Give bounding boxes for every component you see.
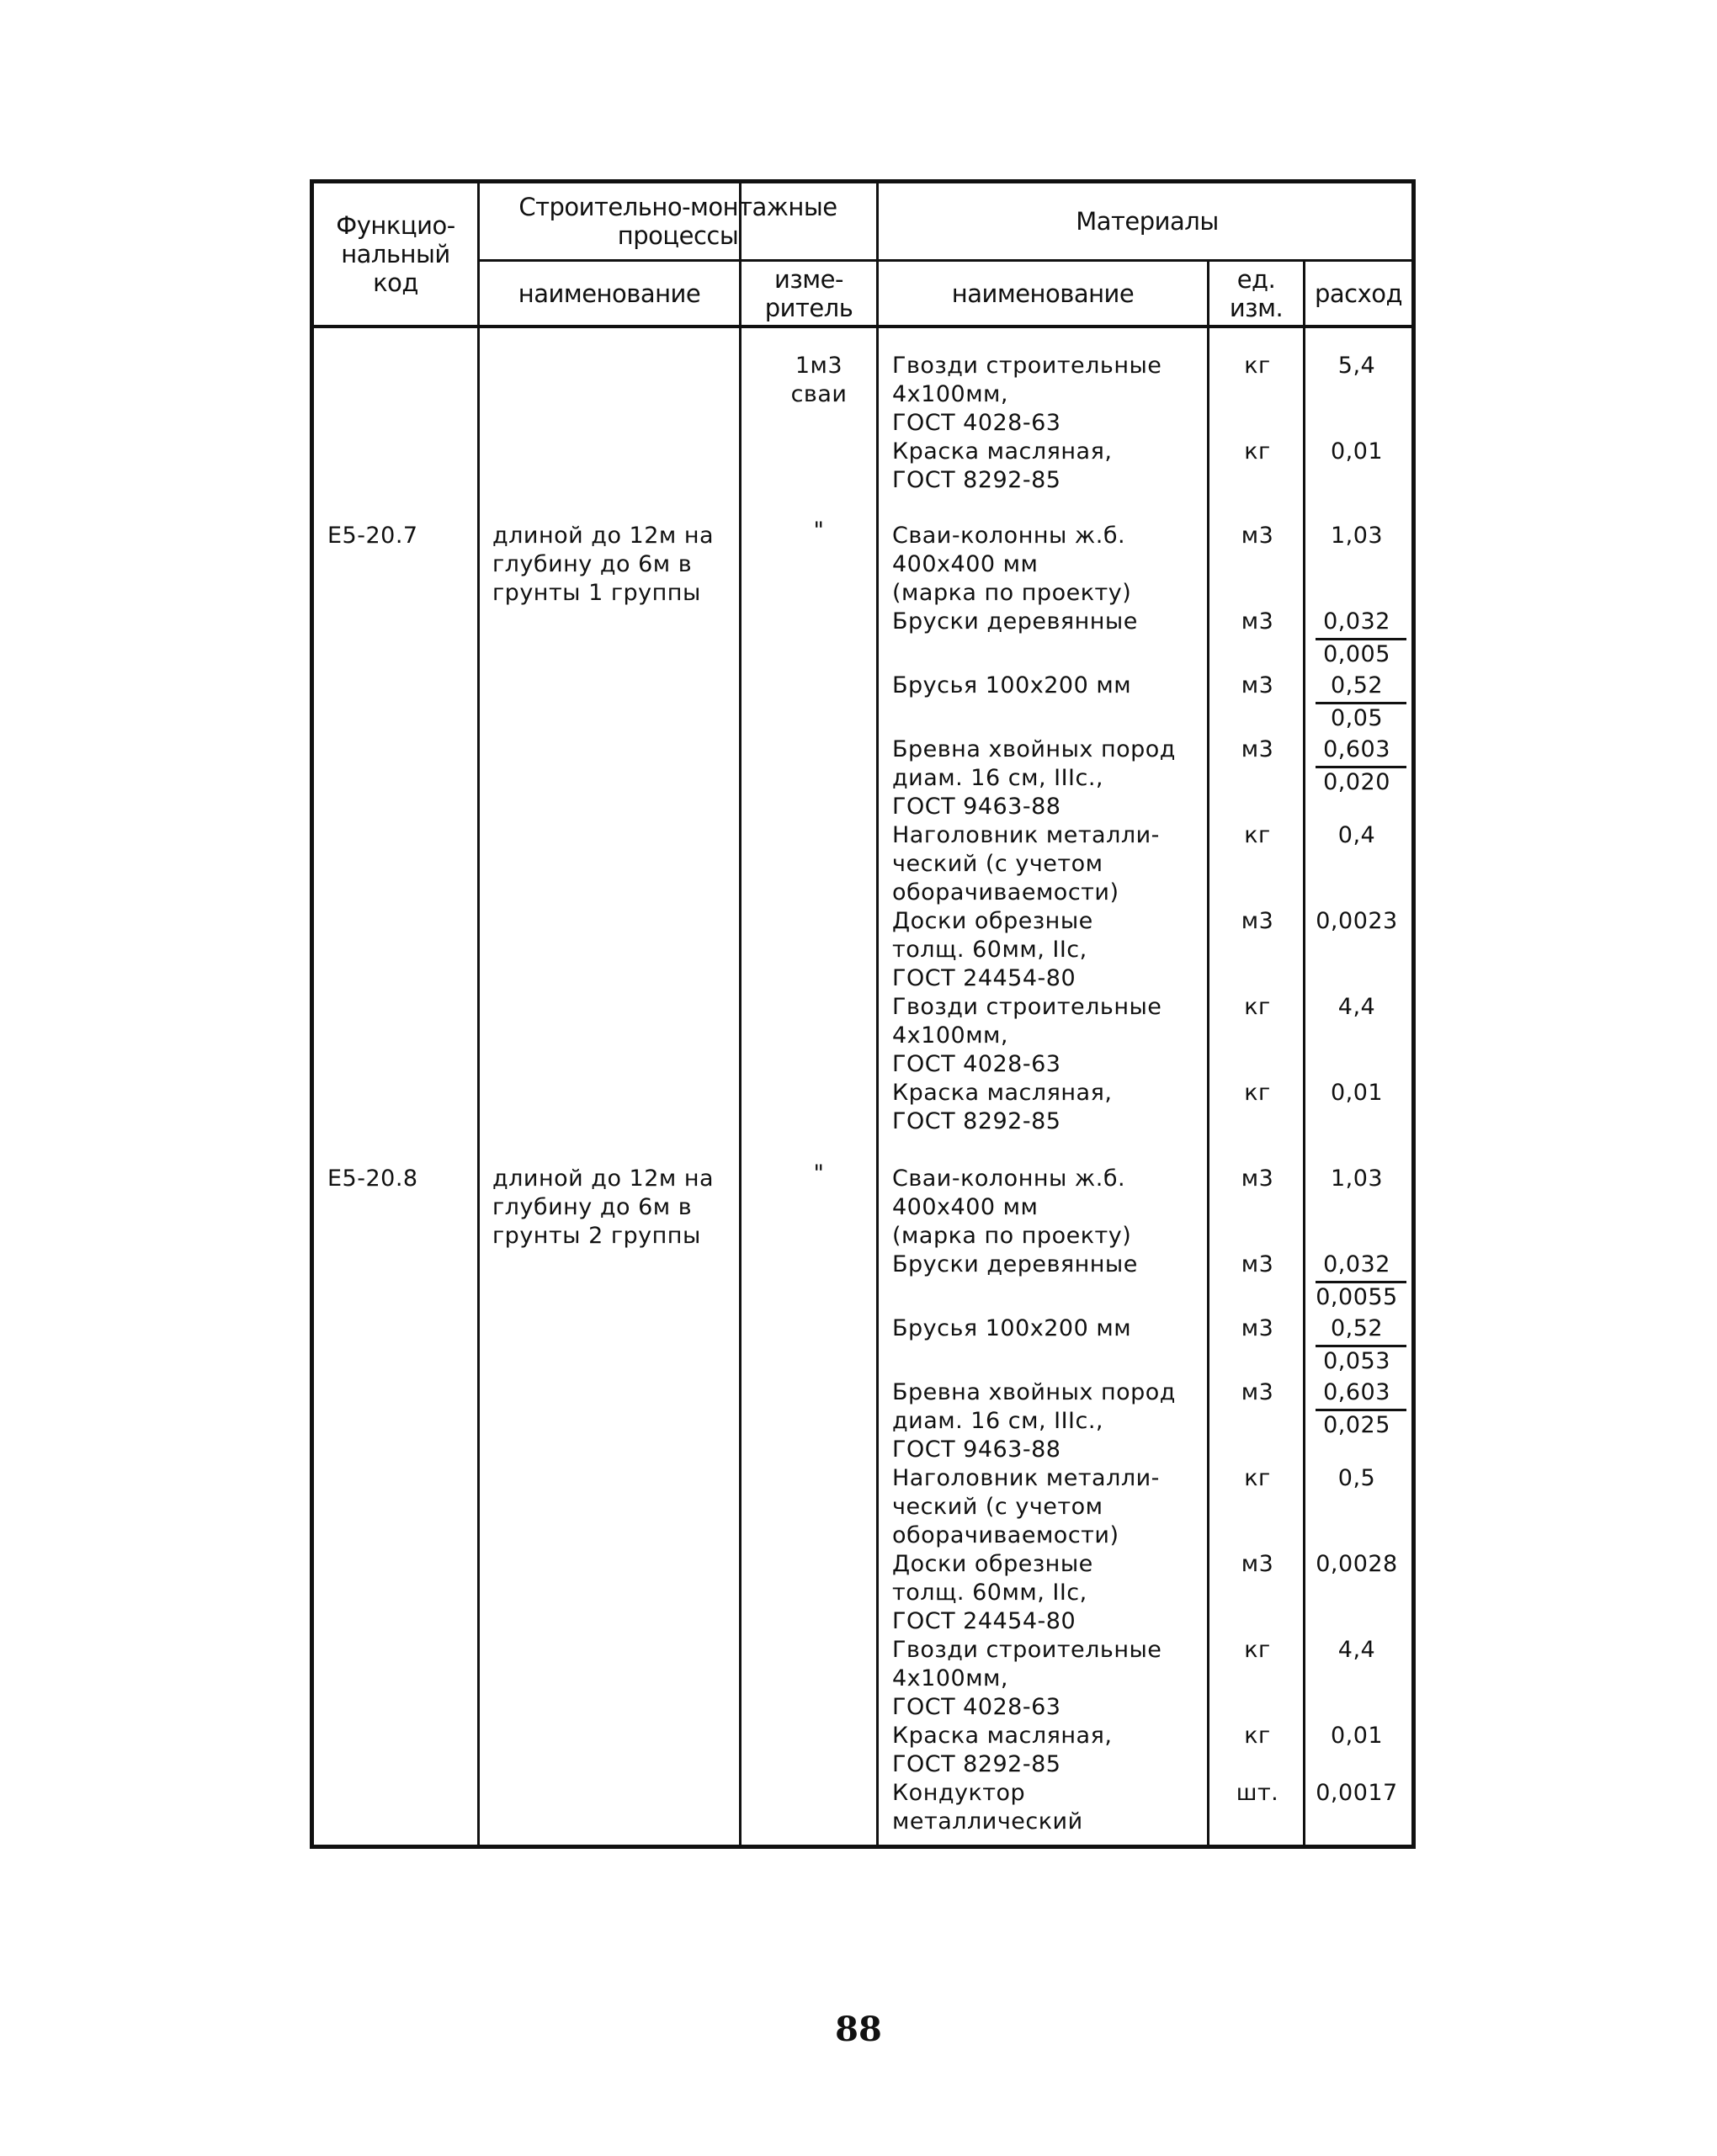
row-unit: м3 [1241, 1166, 1274, 1192]
row-measure: " [813, 518, 825, 544]
row-rate: 0,52 [1330, 1315, 1384, 1341]
header-material-name: наименование [951, 279, 1135, 308]
row-rate-denominator: 0,005 [1323, 641, 1390, 667]
row-rate: 4,4 [1337, 1637, 1376, 1663]
header-material-rate: расход [1314, 279, 1403, 308]
row-rate-denominator: 0,020 [1323, 769, 1390, 795]
row-code: Е5-20.7 [327, 523, 418, 549]
row-material: Бруски деревянные [892, 1251, 1138, 1277]
row-material: Гвозди строительные 4х100мм, ГОСТ 4028-63 [892, 353, 1162, 436]
row-rate: 0,5 [1337, 1465, 1376, 1491]
row-rate: 0,0028 [1316, 1551, 1398, 1577]
row-unit: кг [1244, 1080, 1271, 1106]
materials-table [310, 179, 1416, 1849]
row-measure: " [813, 1160, 825, 1187]
row-material: Доски обрезные толщ. 60мм, IIс, ГОСТ 24454-80 [892, 908, 1093, 991]
row-code: Е5-20.8 [327, 1166, 418, 1192]
row-process: длиной до 12м на глубину до 6м в грунты 1 группы [492, 523, 715, 606]
row-material: Бревна хвойных пород диам. 16 см, IIIс., ГОСТ 9463-88 [892, 736, 1176, 820]
row-rate-denominator: 0,025 [1323, 1412, 1390, 1438]
row-rate: 0,0017 [1316, 1780, 1398, 1806]
row-unit: м3 [1241, 608, 1274, 635]
col-divider [1303, 261, 1305, 1845]
row-rate: 5,4 [1337, 353, 1376, 379]
row-material: Брусья 100х200 мм [892, 672, 1132, 698]
row-process: длиной до 12м на глубину до 6м в грунты 2 группы [492, 1166, 715, 1249]
row-rate: 4,4 [1337, 994, 1376, 1020]
col-divider [876, 183, 879, 1845]
row-unit: м3 [1241, 736, 1274, 762]
header-material-unit: ед. изм. [1229, 264, 1284, 322]
row-unit: м3 [1241, 1379, 1274, 1405]
row-material: Наголовник металли- ческий (с учетом оборачиваемости) [892, 822, 1160, 905]
row-unit: кг [1244, 1465, 1271, 1491]
row-rate: 0,01 [1330, 1080, 1384, 1106]
row-rate-denominator: 0,053 [1323, 1348, 1390, 1374]
header-process-name: наименование [518, 279, 701, 308]
row-material: Краска масляная, ГОСТ 8292-85 [892, 1080, 1113, 1134]
row-unit: кг [1244, 1723, 1271, 1749]
header-process-measure: изме- ритель [764, 264, 853, 322]
row-rate: 0,0023 [1316, 908, 1398, 934]
row-material: Доски обрезные толщ. 60мм, IIс, ГОСТ 24454-80 [892, 1551, 1093, 1634]
row-unit: кг [1244, 822, 1271, 848]
row-material: Кондуктор металлический [892, 1780, 1083, 1835]
row-unit: кг [1244, 994, 1271, 1020]
row-rate-denominator: 0,0055 [1316, 1284, 1398, 1310]
row-rate-denominator: 0,05 [1330, 705, 1384, 731]
row-rate: 0,52 [1330, 672, 1384, 698]
row-unit: м3 [1241, 1551, 1274, 1577]
row-material: Краска масляная, ГОСТ 8292-85 [892, 438, 1113, 493]
row-rate: 0,01 [1330, 1723, 1384, 1749]
row-material: Брусья 100х200 мм [892, 1315, 1132, 1341]
row-unit: м3 [1241, 1315, 1274, 1341]
row-material: Бревна хвойных пород диам. 16 см, IIIс., ГОСТ 9463-88 [892, 1379, 1176, 1463]
row-material: Гвозди строительные 4х100мм, ГОСТ 4028-63 [892, 1637, 1162, 1720]
row-unit: м3 [1241, 672, 1274, 698]
row-material: Гвозди строительные 4х100мм, ГОСТ 4028-63 [892, 994, 1162, 1077]
row-rate: 1,03 [1330, 523, 1384, 549]
row-unit: кг [1244, 1637, 1271, 1663]
row-material: Краска масляная, ГОСТ 8292-85 [892, 1723, 1113, 1777]
row-material: Наголовник металли- ческий (с учетом оборачиваемости) [892, 1465, 1160, 1548]
row-unit: кг [1244, 353, 1271, 379]
col-divider [477, 183, 480, 1845]
row-rate: 1,03 [1330, 1166, 1384, 1192]
row-rate: 0,032 [1323, 608, 1390, 635]
row-unit: кг [1244, 438, 1271, 465]
row-rate: 0,032 [1323, 1251, 1390, 1277]
header-processes: Строительно-монтажные процессы [518, 193, 837, 250]
row-unit: м3 [1241, 908, 1274, 934]
row-rate: 0,4 [1337, 822, 1376, 848]
col-divider [739, 183, 742, 1845]
page-number: 88 [835, 2010, 882, 2049]
row-rate: 0,603 [1323, 1379, 1390, 1405]
row-unit: м3 [1241, 1251, 1274, 1277]
row-material: Бруски деревянные [892, 608, 1138, 635]
row-rate: 0,01 [1330, 438, 1384, 465]
header-code: Функцио- нальный код [336, 211, 455, 297]
row-unit: м3 [1241, 523, 1274, 549]
header-materials: Материалы [1076, 207, 1219, 236]
row-measure: 1м3 сваи [790, 353, 848, 407]
row-rate: 0,603 [1323, 736, 1390, 762]
row-unit: шт. [1236, 1780, 1279, 1806]
row-material: Сваи-колонны ж.б. 400х400 мм (марка по проекту) [892, 523, 1132, 606]
row-material: Сваи-колонны ж.б. 400х400 мм (марка по проекту) [892, 1166, 1132, 1249]
header-bottom-rule [314, 325, 1411, 328]
